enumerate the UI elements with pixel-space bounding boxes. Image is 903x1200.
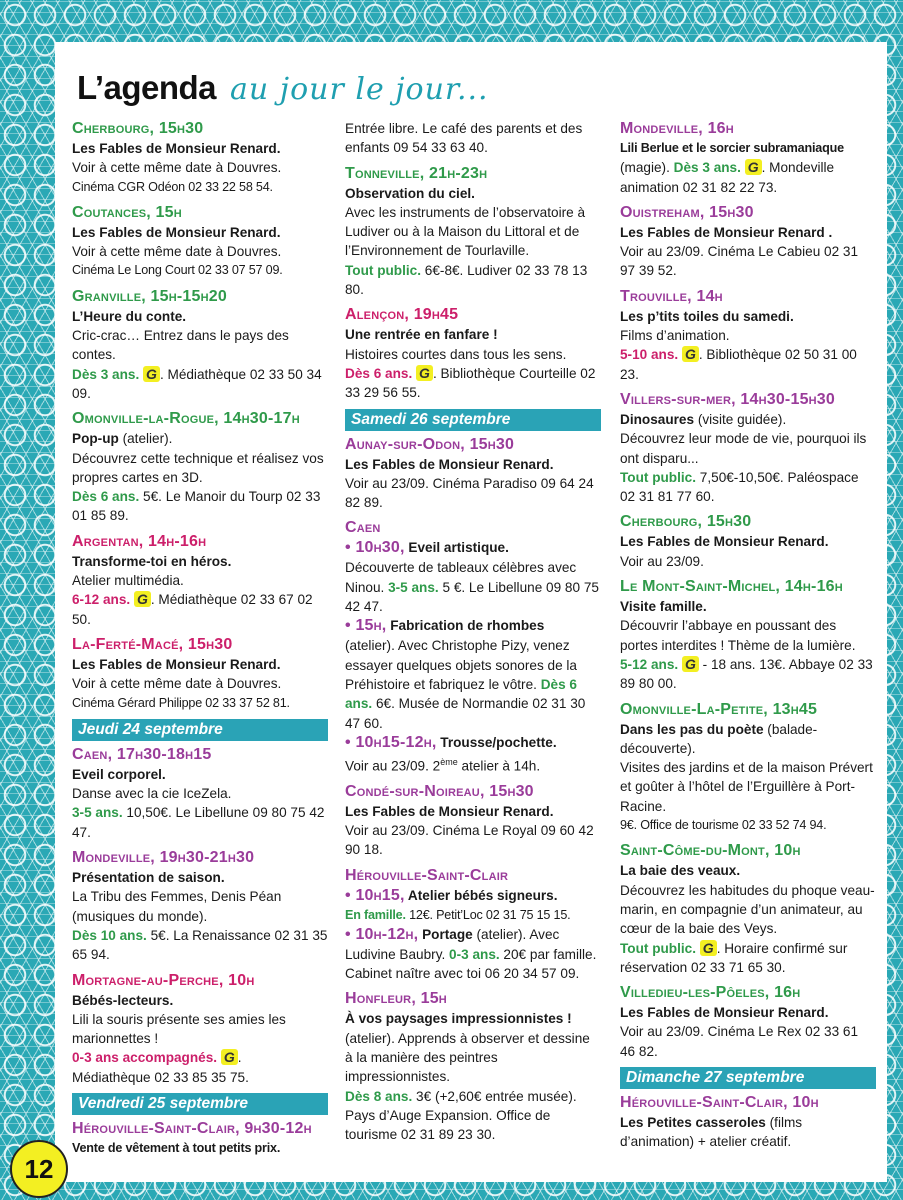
event-place: Caen — [345, 519, 381, 537]
gratuit-badge: G — [143, 366, 160, 382]
event-entry — [72, 635, 328, 713]
event-text — [345, 1087, 601, 1145]
event-title: Fabrication de rhombes — [386, 618, 545, 634]
event-details: . Horaire confirmé sur réservation 02 33 71 65 30. — [620, 940, 848, 975]
event-details: . Bibliothèque 02 50 31 00 23. — [620, 347, 857, 382]
age-label: 6-12 ans. — [72, 592, 131, 608]
event-text — [620, 345, 876, 384]
event-title: Les Fables de Monsieur Renard. — [620, 1005, 829, 1021]
event-title: Eveil artistique. — [404, 540, 509, 556]
event-title-rest: (atelier). — [118, 431, 173, 447]
event-place: La-Ferté-Macé, 15h30 — [72, 635, 233, 653]
event-text: Voir à cette même date à Douvres. — [72, 160, 282, 176]
event-place: Coutances, 15h — [72, 203, 182, 221]
event-place: Mondeville, 16h — [620, 120, 734, 137]
event-details: 5€. La Renaissance 02 31 35 65 94. — [72, 927, 328, 963]
column-2 — [345, 119, 601, 1151]
event-text — [345, 558, 601, 616]
age-label: Dès 6 ans. — [345, 676, 577, 712]
event-details: . Médiathèque 02 33 67 02 50. — [72, 592, 313, 627]
event-place: Granville, 15h-15h20 — [72, 287, 227, 305]
event-place: Omonville-la-Rogue, 14h30-17h — [72, 410, 300, 428]
event-place: Cherbourg, 15h30 — [620, 513, 752, 531]
event-text: Entrée libre. Le café des parents et des enfants 09 54 33 63 40. — [345, 121, 583, 156]
event-title: Les Fables de Monsieur Renard . — [620, 224, 833, 240]
event-text: Visites des jardins et de la maison Prévert et goûter à l’hôtel de l’Erguillère à Port-Racine. — [620, 760, 873, 814]
event-entry — [72, 203, 328, 281]
event-text: Médiathèque 02 33 85 35 75. — [72, 1069, 249, 1085]
event-text — [345, 261, 601, 300]
event-place: Honfleur, 15h — [345, 990, 447, 1008]
event-place: Omonville-La-Petite, 13h45 — [620, 700, 818, 718]
event-entry — [72, 971, 328, 1087]
gratuit-badge: G — [682, 346, 699, 362]
event-place: Argentan, 14h-16h — [72, 532, 207, 550]
event-entry — [72, 409, 328, 525]
age-label: Dès 6 ans. — [345, 365, 413, 381]
event-text — [72, 1048, 328, 1067]
event-title: Une rentrée en fanfare ! — [345, 327, 498, 343]
gratuit-badge: G — [416, 365, 433, 381]
event-text — [72, 926, 328, 965]
event-place: Condé-sur-Noireau, 15h30 — [345, 782, 534, 800]
event-text: (atelier). Apprends à observer et dessine à la manière des peintres impressionnistes. — [345, 1030, 590, 1085]
event-entry — [620, 1093, 876, 1152]
event-title: Les Petites casseroles — [620, 1114, 766, 1130]
gratuit-badge: G — [700, 940, 717, 956]
event-place: Mondeville, 19h30-21h30 — [72, 849, 255, 867]
event-place: Aunay-sur-Odon, 15h30 — [345, 435, 515, 453]
age-label: 0-3 ans. — [449, 946, 500, 962]
event-place: Trouville, 14h — [620, 287, 723, 305]
event-text: Découvrir l’abbaye en poussant des portes interdites ! Thème de la lumière. — [620, 618, 856, 653]
age-label: Dès 8 ans. — [345, 1088, 413, 1104]
event-entry — [72, 745, 328, 842]
age-label: 0-3 ans accompagnés. — [72, 1050, 218, 1066]
event-title: Transforme-toi en héros. — [72, 553, 232, 569]
event-entry — [620, 119, 876, 197]
event-details: 7,50€-10,50€. Paléospace 02 31 81 77 60. — [620, 469, 859, 505]
event-place: Le Mont-Saint-Michel, 14h-16h — [620, 578, 843, 596]
event-text: Histoires courtes dans tous les sens. — [345, 346, 567, 362]
event-entry — [620, 390, 876, 506]
superscript: ème — [440, 756, 458, 767]
age-label: 5-10 ans. — [620, 347, 679, 363]
day-header: Dimanche 27 septembre — [620, 1067, 876, 1089]
event-place: Alençon, 19h45 — [345, 306, 459, 324]
event-text — [345, 364, 601, 403]
event-details: 12€. Petit’Loc 02 31 75 15 15. — [405, 907, 571, 922]
event-details: . Bibliothèque Courteille 02 33 29 56 55. — [345, 365, 596, 401]
age-label: Dès 3 ans. — [673, 160, 741, 176]
age-label: Dès 3 ans. — [72, 366, 140, 382]
event-title: Présentation de saison. — [72, 870, 225, 886]
event-text — [620, 939, 876, 978]
event-title: À vos paysages impressionnistes ! — [345, 1011, 572, 1027]
age-label: En famille. — [345, 907, 406, 922]
event-place: Villers-sur-mer, 14h30-15h30 — [620, 390, 836, 408]
event-title: Les Fables de Monsieur Renard. — [72, 224, 281, 240]
event-title: Les Fables de Monsieur Renard. — [72, 141, 281, 156]
event-text: Cinéma CGR Odéon 02 33 22 58 54. — [72, 179, 273, 194]
event-entry — [345, 518, 601, 775]
day-header: Jeudi 24 septembre — [72, 719, 328, 741]
event-title: Visite famille. — [620, 599, 707, 615]
event-entry — [620, 700, 876, 836]
event-title-rest: (balade-découverte). — [620, 721, 818, 756]
page-subtitle: au jour le jour... — [230, 72, 489, 107]
event-entry — [345, 435, 601, 513]
event-title-rest: (films d’animation) + atelier créatif. — [620, 1114, 803, 1150]
event-entry — [345, 989, 601, 1144]
event-entry — [620, 841, 876, 977]
event-text — [345, 753, 601, 776]
event-title: La baie des veaux. — [620, 863, 741, 879]
page-number: 12 — [10, 1140, 68, 1198]
page-title: L’agenda — [77, 69, 217, 106]
event-entry — [72, 119, 328, 197]
event-entry — [620, 287, 876, 384]
event-title: Dans les pas du poète — [620, 721, 764, 737]
event-title-rest: (visite guidée). — [694, 411, 787, 427]
age-label: Tout public. — [620, 469, 697, 485]
event-details: - 18 ans. 13€. Abbaye 02 33 89 80 00. — [620, 656, 873, 692]
event-entry — [620, 577, 876, 693]
event-title: L’Heure du conte. — [72, 308, 187, 324]
page-header — [77, 69, 489, 115]
event-time: • 15h, — [345, 617, 387, 635]
event-time: • 10h15-12h, — [345, 733, 437, 751]
event-entry — [345, 782, 601, 860]
event-title: Pop-up — [72, 431, 119, 447]
event-text: Découvrez cette technique et réalisez vos propres cartes en 3D. — [72, 450, 324, 485]
event-entry — [345, 866, 601, 984]
event-place: Saint-Côme-du-Mont, 10h — [620, 842, 801, 860]
event-entry — [345, 119, 601, 158]
event-time: • 10h15, — [345, 886, 405, 904]
age-label: 3-5 ans. — [388, 579, 439, 595]
event-entry — [72, 848, 328, 964]
event-entry — [620, 983, 876, 1061]
event-title: Trousse/pochette. — [436, 734, 557, 750]
event-text — [620, 655, 876, 694]
event-title: Dinosaures — [620, 411, 695, 427]
event-time: • 10h-12h, — [345, 925, 419, 943]
event-text: Lili la souris présente ses amies les marionnettes ! — [72, 1011, 286, 1047]
event-text — [620, 158, 876, 197]
event-text: Cinéma Gérard Philippe 02 33 37 52 81. — [72, 695, 290, 710]
age-label: Tout public. — [620, 940, 697, 956]
day-header: Samedi 26 septembre — [345, 409, 601, 431]
event-title: Eveil corporel. — [72, 766, 166, 782]
event-text: Cinéma Le Long Court 02 33 07 57 09. — [72, 263, 283, 278]
event-place: Tonneville, 21h-23h — [345, 164, 488, 182]
event-place: Mortagne-au-Perche, 10h — [72, 971, 255, 989]
event-details: Découverte de tableaux célèbres avec Ninou. — [345, 560, 577, 595]
event-title: Les p’tits toiles du samedi. — [620, 308, 794, 324]
event-text: Atelier multimédia. — [72, 573, 184, 589]
event-details: . Médiathèque 02 33 50 34 09. — [72, 366, 322, 401]
event-text — [72, 590, 328, 629]
event-text — [620, 468, 876, 507]
event-place: Cherbourg, 15h30 — [72, 120, 204, 137]
event-text: Cric-crac… Entrez dans le pays des contes. — [72, 328, 289, 363]
gratuit-badge: G — [221, 1049, 238, 1065]
event-title: Les Fables de Monsieur Renard. — [620, 534, 829, 550]
event-details: (atelier). Avec Ludivine Baubry. — [345, 926, 560, 962]
event-title: Lili Berlue et le sorcier subramaniaque — [620, 141, 844, 155]
age-label: Dès 10 ans. — [72, 927, 147, 943]
gratuit-badge: G — [134, 591, 151, 607]
event-place: Caen, 17h30-18h15 — [72, 745, 212, 763]
gratuit-badge: G — [745, 159, 762, 175]
event-text: Voir au 23/09. Cinéma Le Royal 09 60 42 90 18. — [345, 822, 594, 858]
event-text — [345, 906, 601, 925]
event-details: 3€ (+2,60€ entrée musée). Pays d’Auge Expansion. Office de tourisme 02 31 89 23 30. — [345, 1088, 577, 1143]
event-title: Vente de vêtement à tout petits prix. — [72, 1140, 281, 1155]
gratuit-badge: G — [682, 656, 699, 672]
event-title: Portage — [418, 926, 473, 942]
event-details: 5 €. Le Libellune 09 80 75 42 47. — [345, 579, 599, 615]
column-3 — [620, 119, 876, 1158]
event-details: atelier à 14h. — [457, 758, 541, 774]
event-entry — [72, 532, 328, 629]
event-text: 9€. Office de tourisme 02 33 52 74 94. — [620, 818, 827, 833]
event-title: Les Fables de Monsieur Renard. — [72, 656, 281, 672]
event-text: Films d’animation. — [620, 328, 730, 344]
event-details: 10,50€. Le Libellune 09 80 75 42 47. — [72, 805, 325, 840]
event-text — [72, 365, 328, 404]
agenda-page — [55, 42, 887, 1182]
event-place: Hérouville-Saint-Clair, 10h — [620, 1093, 819, 1111]
event-text — [345, 636, 601, 732]
event-details: . — [237, 1050, 242, 1066]
event-text: Découvrez leur mode de vie, pourquoi ils ont disparu... — [620, 431, 867, 466]
event-entry — [620, 203, 876, 281]
event-title: Les Fables de Monsieur Renard. — [345, 456, 554, 472]
event-text: Voir au 23/09. Cinéma Le Cabieu 02 31 97 39 52. — [620, 244, 859, 279]
event-details: Voir au 23/09. 2 — [345, 758, 441, 774]
event-text: La Tribu des Femmes, Denis Péan (musiques du monde). — [72, 889, 282, 924]
event-entry — [72, 287, 328, 403]
event-text: Voir au 23/09. Cinéma Le Rex 02 33 61 46 82. — [620, 1024, 859, 1059]
event-text — [72, 803, 328, 842]
column-1 — [72, 119, 328, 1164]
event-details: 5€. Le Manoir du Tourp 02 33 01 85 89. — [72, 489, 321, 524]
event-text: Voir à cette même date à Douvres. — [72, 676, 282, 692]
event-text: Voir à cette même date à Douvres. — [72, 244, 282, 260]
event-time: • 10h30, — [345, 539, 405, 557]
event-text — [72, 487, 328, 526]
event-title: Les Fables de Monsieur Renard. — [345, 803, 554, 819]
event-entry — [72, 1119, 328, 1158]
event-details: (magie). — [620, 160, 674, 176]
event-details: 6€-8€. Ludiver 02 33 78 13 80. — [345, 262, 588, 298]
age-label: 3-5 ans. — [72, 805, 123, 821]
event-entry — [345, 164, 601, 300]
age-label: Dès 6 ans. — [72, 489, 140, 505]
event-text: Avec les instruments de l’observatoire à Ludiver ou à la Maison du Littoral et de l’Environnement de Tourlaville. — [345, 204, 586, 259]
event-place: Villedieu-les-Pôeles, 16h — [620, 984, 801, 1002]
event-text: Voir au 23/09. — [620, 553, 704, 569]
age-label: 5-12 ans. — [620, 656, 679, 672]
event-text: Danse avec la cie IceZela. — [72, 786, 232, 802]
event-text: Découvrez les habitudes du phoque veau-marin, en compagnie d’un animateur, au cœur de la baie des Veys. — [620, 882, 875, 937]
event-place: Ouistreham, 15h30 — [620, 203, 754, 221]
event-place: Hérouville-Saint-Clair — [345, 866, 509, 884]
event-text: Voir au 23/09. Cinéma Paradiso 09 64 24 82 89. — [345, 475, 594, 511]
event-place: Hérouville-Saint-Clair, 9h30-12h — [72, 1119, 312, 1137]
event-title: Atelier bébés signeurs. — [404, 887, 558, 903]
event-details: 6€. Musée de Normandie 02 31 30 47 60. — [345, 696, 586, 731]
event-details: (atelier). Avec Christophe Pizy, venez essayer quelques objets sonores de la Préhistoire et fabriquez le vôtre. — [345, 638, 577, 692]
event-title: Bébés-lecteurs. — [72, 992, 174, 1008]
event-entry — [620, 512, 876, 571]
event-title: Observation du ciel. — [345, 185, 475, 201]
day-header: Vendredi 25 septembre — [72, 1093, 328, 1115]
age-label: Tout public. — [345, 262, 422, 278]
event-details: . Mondeville animation 02 31 82 22 73. — [620, 160, 835, 195]
event-details: 20€ par famille. Cabinet naître avec toi 06 20 34 57 09. — [345, 946, 597, 982]
event-entry — [345, 305, 601, 402]
